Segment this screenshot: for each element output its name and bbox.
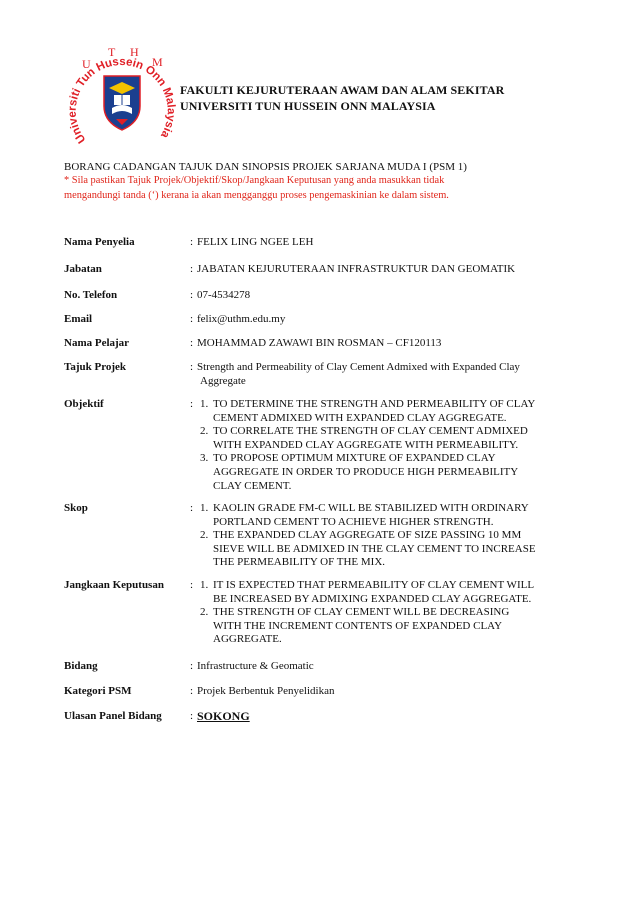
field-colon: : (190, 263, 194, 275)
field-colon: : (190, 337, 194, 349)
logo-letter-t: T (108, 45, 116, 59)
form-title: BORANG CADANGAN TAJUK DAN SINOPSIS PROJEK SARJANA MUDA I (PSM 1) (64, 161, 467, 173)
verdict-sokong: SOKONG (197, 709, 250, 723)
field-label: Objektif (64, 398, 104, 410)
faculty-name: FAKULTI KEJURUTERAAN AWAM DAN ALAM SEKITAR (180, 83, 505, 97)
field-label: Ulasan Panel Bidang (64, 710, 162, 722)
field-value: Infrastructure & Geomatic (197, 660, 314, 672)
uthm-seal-icon (64, 40, 179, 158)
field-colon: : (190, 660, 194, 672)
list-item: 1. KAOLIN GRADE FM-C WILL BE STABILIZED WITH ORDINARY PORTLAND CEMENT TO ACHIEVE HIGHER STRENGTH. (200, 502, 529, 528)
field-colon: : (190, 313, 194, 325)
list-item: 2. THE STRENGTH OF CLAY CEMENT WILL BE DECREASING WITH THE INCREMENT CONTENTS OF EXPANDED CLAY AGGREGATE. (200, 606, 510, 646)
logo-letter-h: H (130, 45, 139, 59)
list-item: 3. TO PROPOSE OPTIMUM MIXTURE OF EXPANDED CLAY AGGREGATE IN ORDER TO PRODUCE HIGH PERMEABILITY CLAY CEMENT. (200, 452, 519, 492)
form-note-line-1: * Sila pastikan Tajuk Projek/Objektif/Skop/Jangkaan Keputusan yang anda masukkan tidak (64, 175, 445, 186)
logo-ring-text: Universiti Tun Hussein Onn Malaysia (66, 55, 177, 146)
field-label: Bidang (64, 660, 98, 672)
field-colon: : (190, 289, 194, 301)
list-item: 1. TO DETERMINE THE STRENGTH AND PERMEABILITY OF CLAY CEMENT ADMIXED WITH EXPANDED CLAY AGGREGATE. (200, 398, 536, 424)
logo-letter-m: M (152, 55, 163, 69)
field-colon: : (190, 579, 194, 591)
list-item: 1. IT IS EXPECTED THAT PERMEABILITY OF CLAY CEMENT WILL BE INCREASED BY ADMIXING EXPANDED CLAY AGGREGATE. (200, 579, 535, 605)
field-value: 07-4534278 (197, 289, 251, 301)
field-colon: : (190, 685, 194, 697)
field-label: Skop (64, 502, 88, 514)
field-colon: : (190, 361, 194, 373)
field-value-line-2: Aggregate (200, 374, 246, 387)
field-label: Nama Penyelia (64, 236, 135, 248)
objektif-list (197, 398, 569, 493)
field-label: Jabatan (64, 263, 102, 275)
logo-letter-u: U (82, 57, 91, 71)
field-colon: : (190, 710, 194, 722)
field-label: Jangkaan Keputusan (64, 579, 164, 591)
field-label: Kategori PSM (64, 685, 132, 697)
field-colon: : (190, 502, 194, 514)
university-name: UNIVERSITI TUN HUSSEIN ONN MALAYSIA (180, 99, 436, 113)
field-value-line-1: Strength and Permeability of Clay Cement Admixed with Expanded Clay (197, 361, 520, 373)
field-value: felix@uthm.edu.my (197, 313, 286, 325)
skop-list (197, 502, 569, 570)
form-note-line-2: mengandungi tanda (‘) kerana ia akan mengganggu proses pengemaskinian ke dalam sistem. (64, 190, 449, 201)
list-item: 2. TO CORRELATE THE STRENGTH OF CLAY CEMENT ADMIXED WITH EXPANDED CLAY AGGREGATE WITH PERMEABILITY. (200, 425, 528, 451)
uthm-logo (64, 40, 179, 158)
field-value: FELIX LING NGEE LEH (197, 236, 314, 248)
field-value (197, 710, 563, 725)
field-label: Tajuk Projek (64, 361, 127, 373)
field-value (197, 361, 563, 388)
field-label: Email (64, 313, 93, 325)
field-colon: : (190, 398, 194, 410)
field-value: Projek Berbentuk Penyelidikan (197, 685, 335, 697)
institution-header (180, 82, 504, 114)
list-item: 2. THE EXPANDED CLAY AGGREGATE OF SIZE PASSING 10 MM SIEVE WILL BE ADMIXED IN THE CLAY CEMENT TO INCREASE THE PERMEABILITY OF THE MIX. (200, 529, 536, 569)
jangkaan-list (197, 579, 569, 647)
field-value: JABATAN KEJURUTERAAN INFRASTRUKTUR DAN GEOMATIK (197, 263, 516, 275)
field-label: Nama Pelajar (64, 337, 130, 349)
field-value: MOHAMMAD ZAWAWI BIN ROSMAN – CF120113 (197, 337, 442, 349)
field-colon: : (190, 236, 194, 248)
field-label: No. Telefon (64, 289, 118, 301)
form-note (64, 173, 534, 203)
